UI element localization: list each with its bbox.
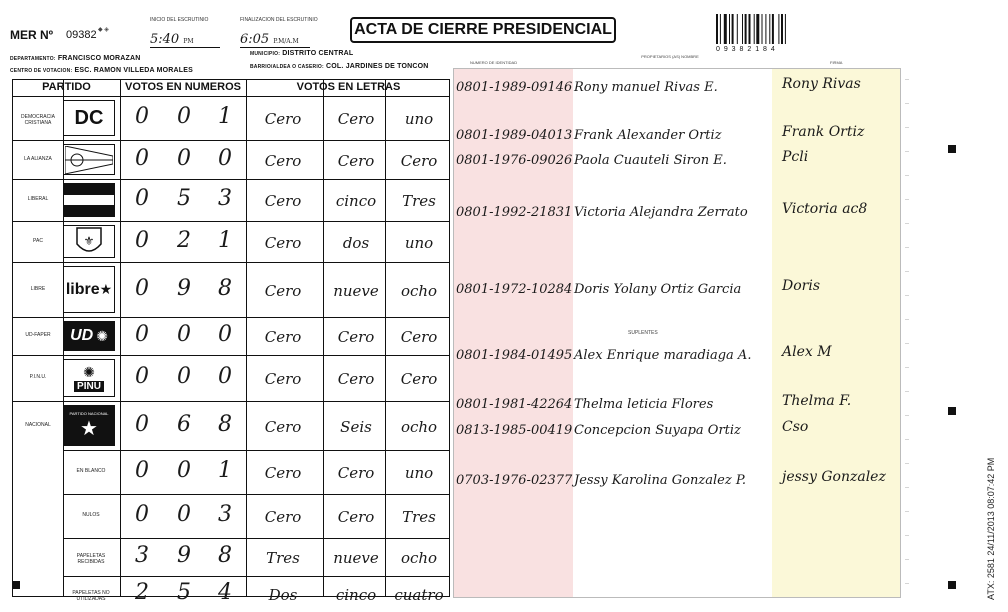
party-logo: UD ✺ [63, 321, 115, 351]
vote-word: Tres [402, 508, 436, 526]
table-row [13, 355, 449, 401]
side-mark: — [905, 508, 909, 513]
side-mark: — [905, 172, 909, 177]
member-id: 0801-1984-01495 [456, 348, 573, 363]
registration-mark [948, 407, 956, 415]
vote-digit: 0 [218, 322, 232, 347]
barrio-field: BARRIO/ALDEA O CASERIO: COL. JARDINES DE TONCON [250, 63, 429, 70]
vote-digit: 3 [135, 543, 149, 568]
party-label: LIBERAL [27, 196, 49, 202]
vote-word: nueve [333, 281, 379, 300]
vote-digit: 0 [177, 458, 191, 483]
col-name-header: PROPIETARIOS (AS) NOMBRE [641, 54, 699, 59]
table-row [13, 262, 449, 317]
vote-digit: 2 [177, 227, 191, 253]
party-logo [63, 183, 115, 217]
side-mark: — [905, 460, 909, 465]
vote-digit: 0 [135, 458, 149, 483]
vote-digit: 0 [177, 145, 191, 171]
vote-word: ocho [400, 281, 438, 300]
party-label: UD-FAPER [25, 332, 51, 338]
vote-word: Cero [400, 370, 438, 388]
vote-digit: 3 [218, 502, 232, 527]
member-name: Thelma leticia Flores [574, 397, 714, 412]
side-mark: — [905, 292, 909, 297]
party-logo [63, 225, 115, 258]
member-signature: Doris [782, 278, 821, 294]
inicio-label: INICIO DEL ESCRUTINIO [150, 17, 209, 23]
vote-word: Cero [264, 417, 302, 436]
vote-digit: 4 [218, 580, 232, 605]
member-name: Alex Enrique maradiaga A. [574, 348, 752, 363]
party-label: EN BLANCO [76, 468, 106, 474]
suplentes-label: SUPLENTES [628, 330, 658, 336]
vote-word: Cero [337, 328, 375, 346]
member-name: Concepcion Suyapa Ortiz [574, 423, 741, 438]
member-id: 0801-1972-10284 [456, 282, 573, 297]
party-label: DEMOCRACIA CRISTIANA [21, 114, 55, 126]
member-signature: Alex M [782, 344, 832, 360]
vote-digit: 1 [218, 104, 232, 129]
vote-digit: 0 [135, 275, 149, 301]
vote-digit: 5 [177, 580, 191, 605]
vote-digit: 0 [218, 364, 232, 389]
vote-digit: 8 [218, 275, 232, 301]
vote-word: Tres [266, 549, 300, 567]
vote-digit: 0 [177, 364, 191, 389]
vote-digit: 2 [135, 580, 149, 605]
logo: ◆ ◈ [98, 27, 109, 33]
side-mark: — [905, 580, 909, 585]
vote-word: uno [404, 110, 434, 128]
centro-field: CENTRO DE VOTACION: ESC. RAMON VILLEDA MORALES [10, 67, 193, 74]
member-signature: Frank Ortiz [782, 124, 865, 140]
member-signature: Cso [782, 419, 809, 435]
vote-word: Cero [264, 281, 302, 300]
side-mark: — [905, 148, 909, 153]
table-row [13, 221, 449, 262]
vote-word: Cero [264, 508, 302, 526]
vote-word: Cero [400, 151, 438, 170]
member-name: Frank Alexander Ortiz [574, 128, 722, 143]
party-label: PAC [33, 237, 43, 244]
municipio-field: MUNICIPIO: DISTRITO CENTRAL [250, 50, 354, 57]
col-id-header: NUMERO DE IDENTIDAD [470, 60, 518, 65]
side-mark: — [905, 364, 909, 369]
party-label: LIBRE [30, 285, 46, 292]
party-logo: PARTIDO NACIONAL ★ [63, 405, 115, 446]
side-mark: — [905, 100, 909, 105]
vote-digit: 0 [135, 227, 149, 253]
party-logo: DC [63, 100, 115, 136]
vote-digit: 0 [135, 502, 149, 527]
inicio-value: 5:40 PM [150, 32, 220, 48]
party-label: NULOS [82, 512, 100, 518]
barcode [716, 14, 808, 48]
vote-word: Cero [337, 110, 375, 128]
vote-word: Cero [264, 464, 302, 482]
party-label: PAPELETAS NO UTILIZADAS [72, 590, 110, 602]
mer-label: MER Nº [10, 28, 54, 42]
party-logo: ✺ PINU [63, 359, 115, 397]
registration-mark [948, 581, 956, 589]
vote-digit: 0 [135, 145, 149, 171]
member-id: 0801-1976-09026 [456, 153, 573, 168]
vote-word: Cero [264, 151, 302, 170]
vote-digit: 8 [218, 411, 232, 437]
party-label: PAPELETAS RECIBIDAS [76, 553, 106, 565]
vote-digit: 9 [177, 275, 191, 301]
member-id: 0801-1989-09146 [456, 80, 573, 95]
side-mark: — [905, 484, 909, 489]
vote-word: Cero [264, 110, 302, 128]
vote-word: cinco [335, 586, 377, 604]
member-id: 0801-1992-21831 [456, 205, 573, 220]
member-id: 0801-1981-42264 [456, 397, 573, 412]
vote-digit: 0 [177, 104, 191, 129]
vote-word: Cero [264, 192, 302, 210]
fax-stamp: ATX: 2581 24/11/2013 08:07:42 PM [986, 457, 996, 600]
table-row [13, 538, 449, 576]
vote-digit: 0 [135, 104, 149, 129]
vote-word: Tres [402, 192, 436, 210]
vote-digit: 6 [177, 411, 191, 437]
table-row [13, 140, 449, 179]
vote-digit: 8 [218, 543, 232, 568]
side-mark: — [905, 556, 909, 561]
vote-digit: 0 [135, 364, 149, 389]
vote-digit: 9 [177, 543, 191, 568]
vote-word: cinco [335, 192, 377, 210]
side-mark: — [905, 268, 909, 273]
vote-digit: 0 [177, 322, 191, 347]
votes-table [12, 79, 450, 605]
vote-word: nueve [333, 549, 379, 567]
table-row [13, 179, 449, 221]
table-row [13, 317, 449, 355]
vote-word: Cero [264, 233, 302, 252]
member-id: 0703-1976-02377 [456, 473, 573, 488]
vote-word: Cero [337, 370, 375, 388]
side-mark: — [905, 76, 909, 81]
party-label: P.I.N.U. [29, 374, 47, 380]
vote-digit: 0 [135, 411, 149, 437]
member-name: Paola Cuauteli Siron E. [574, 153, 727, 168]
vote-word: cuatro [394, 586, 444, 604]
col-votos-letras: VOTOS EN LETRAS [296, 81, 401, 93]
vote-word: Cero [337, 151, 375, 170]
vote-word: Dos [268, 586, 298, 604]
side-mark: — [905, 340, 909, 345]
side-mark: — [905, 412, 909, 417]
vote-digit: 0 [177, 502, 191, 527]
vote-digit: 3 [218, 186, 232, 211]
side-mark: — [905, 196, 909, 201]
vote-word: uno [404, 464, 434, 482]
vote-word: ocho [400, 549, 438, 567]
registration-mark [948, 145, 956, 153]
table-row [13, 494, 449, 538]
member-name: Victoria Alejandra Zerrato [574, 205, 748, 220]
col-firma-header: FIRMA [830, 60, 843, 65]
member-id: 0813-1985-00419 [456, 423, 573, 438]
vote-digit: 0 [135, 322, 149, 347]
vote-digit: 0 [218, 145, 232, 171]
member-signature: Rony Rivas [782, 76, 861, 92]
party-logo: libre ★ [63, 266, 115, 313]
member-signature: Victoria ac8 [782, 201, 868, 217]
party-label: NACIONAL [25, 421, 51, 428]
departamento-field: DEPARTAMENTO: FRANCISCO MORAZAN [10, 55, 141, 62]
members-table [453, 68, 901, 598]
vote-digit: 5 [177, 186, 191, 211]
vote-word: ocho [400, 417, 438, 436]
side-mark: — [905, 388, 909, 393]
side-mark: — [905, 436, 909, 441]
vote-word: Cero [264, 370, 302, 388]
vote-word: dos [342, 233, 370, 252]
vote-word: Seis [340, 417, 372, 436]
svg-text:⚜: ⚜ [83, 233, 95, 248]
vote-word: Cero [337, 508, 375, 526]
member-name: Jessy Karolina Gonzalez P. [574, 473, 747, 488]
member-name: Rony manuel Rivas E. [574, 80, 718, 95]
table-row [13, 576, 449, 612]
vote-word: Cero [337, 464, 375, 482]
party-label: LA ALIANZA [24, 155, 52, 162]
table-row [13, 401, 449, 450]
member-name: Doris Yolany Ortiz Garcia [574, 282, 742, 297]
table-row [13, 450, 449, 494]
barcode-number: 0 9 3 8 2 1 8 4 [716, 46, 776, 53]
col-partido: PARTIDO [42, 81, 91, 93]
vote-word: Cero [400, 328, 438, 346]
mer-number: 09382 [66, 29, 97, 41]
member-signature: Thelma F. [782, 393, 852, 409]
page-title: ACTA DE CIERRE PRESIDENCIAL [350, 17, 616, 43]
vote-digit: 1 [218, 458, 232, 483]
vote-digit: 1 [218, 227, 232, 253]
table-row [13, 96, 449, 140]
party-logo [63, 144, 115, 175]
col-votos-numeros: VOTOS EN NUMEROS [125, 81, 241, 93]
vote-digit: 0 [135, 186, 149, 211]
member-id: 0801-1989-04013 [456, 128, 573, 143]
side-mark: — [905, 244, 909, 249]
side-mark: — [905, 220, 909, 225]
vote-word: uno [404, 233, 434, 252]
side-mark: — [905, 532, 909, 537]
member-signature: Pcli [782, 149, 809, 165]
vote-word: Cero [264, 328, 302, 346]
finalizacion-value: 6:05 P.M/A.M [240, 32, 310, 48]
member-signature: jessy Gonzalez [782, 469, 886, 485]
registration-mark [12, 581, 20, 589]
finalizacion-label: FINALIZACION DEL ESCRUTINIO [240, 17, 318, 23]
side-mark: — [905, 316, 909, 321]
side-mark: — [905, 124, 909, 129]
